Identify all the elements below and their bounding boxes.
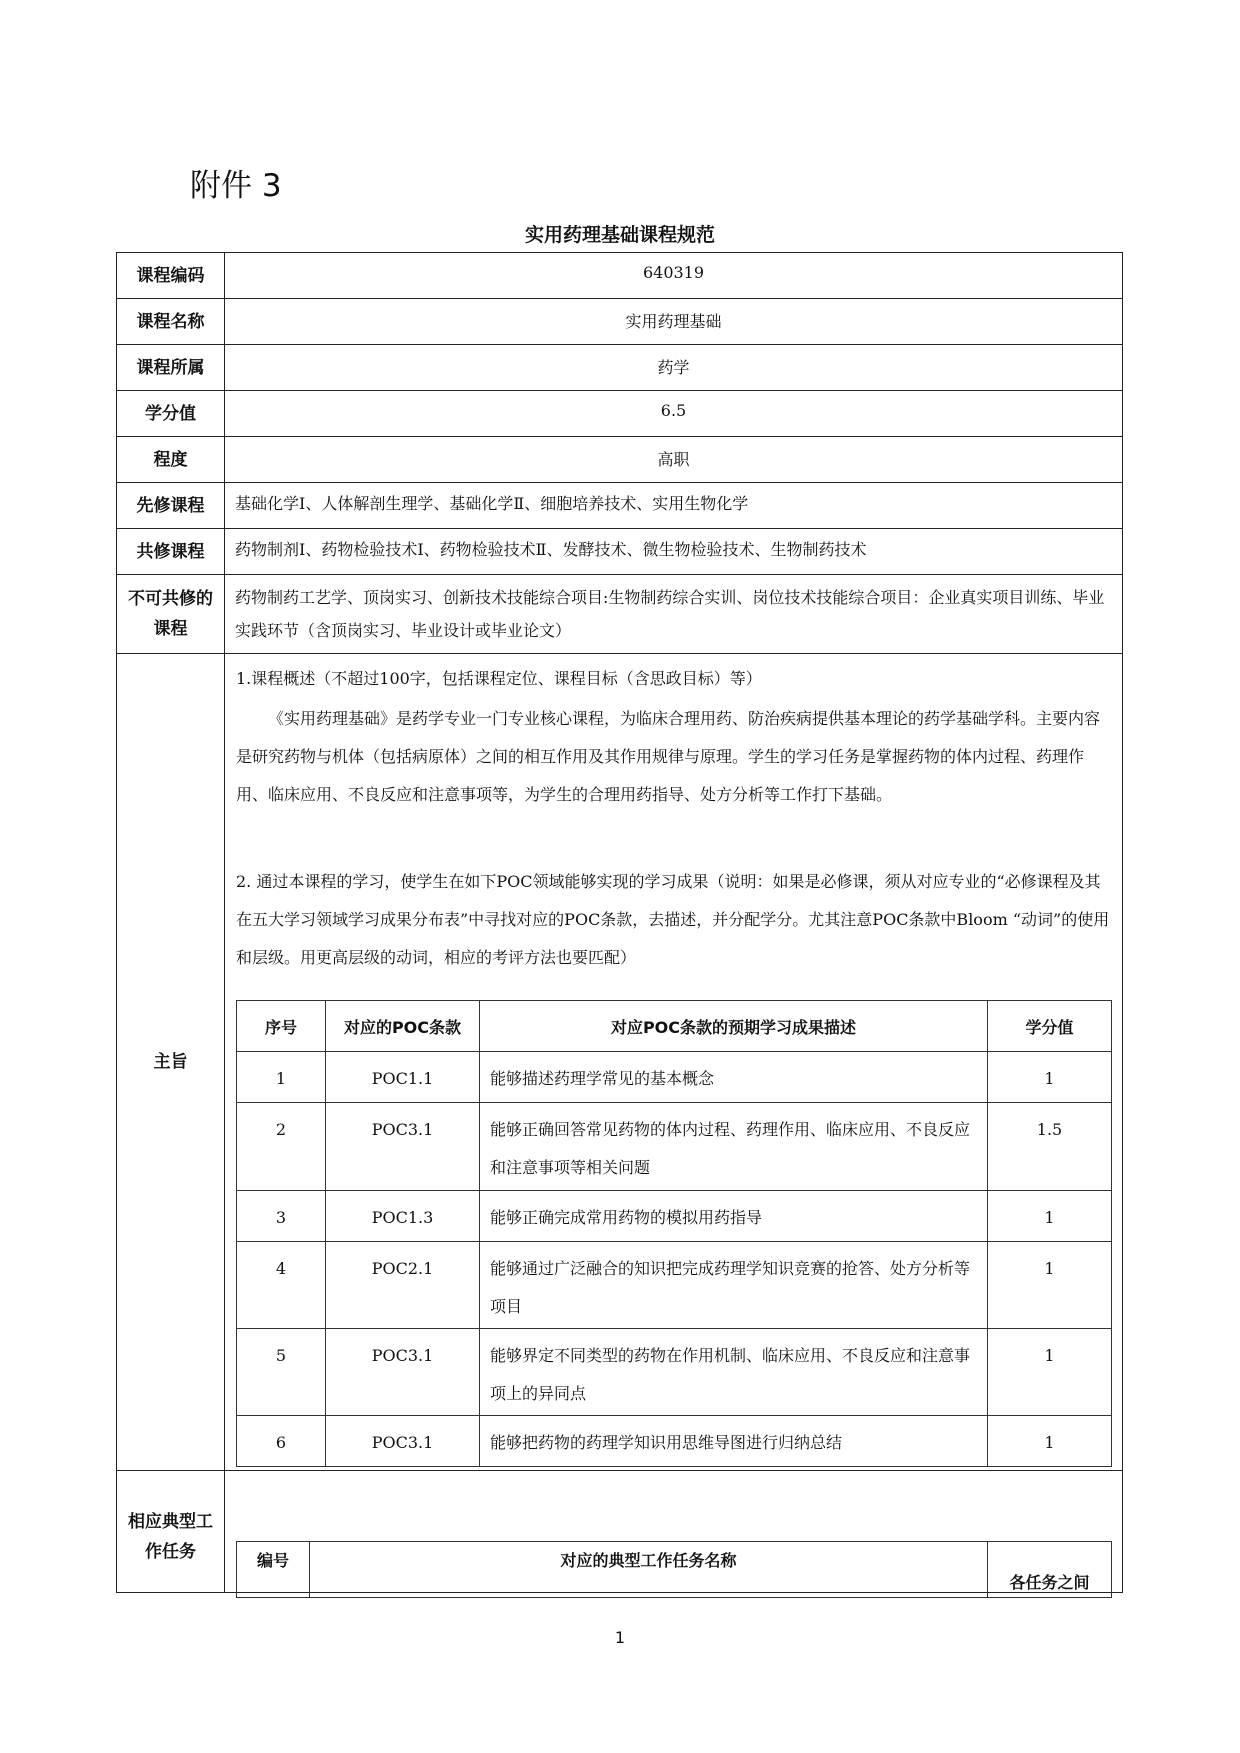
cell-desc: 能够通过广泛融合的知识把完成药理学知识竞赛的抢答、处方分析等项目 (480, 1242, 988, 1329)
header-credit: 学分值 (988, 1001, 1112, 1052)
cell-poc: POC2.1 (326, 1242, 480, 1329)
cell-no: 1 (237, 1052, 326, 1103)
value: 药学 (225, 345, 1123, 391)
label: 相应典型工作任务 (117, 1471, 225, 1593)
cell-poc: POC3.1 (326, 1416, 480, 1467)
page-number: 1 (614, 1628, 626, 1647)
row-credits (117, 391, 1123, 437)
tasks-table (236, 1541, 1112, 1598)
table-row (237, 1329, 1112, 1416)
cell-no: 2 (237, 1103, 326, 1191)
value: 640319 (225, 253, 1123, 299)
label: 程度 (117, 437, 225, 483)
cell-poc: POC1.3 (326, 1191, 480, 1242)
row-prerequisites (117, 483, 1123, 529)
document-title: 实用药理基础课程规范 (524, 224, 715, 246)
attachment-label: 附件 3 (190, 168, 282, 204)
header-desc: 对应POC条款的预期学习成果描述 (480, 1001, 988, 1052)
row-exclusive-courses (117, 575, 1123, 654)
table-row (237, 1191, 1112, 1242)
overview-heading: 1.课程概述（不超过100字，包括课程定位、课程目标（含思政目标）等） (236, 669, 762, 688)
label: 学分值 (117, 391, 225, 437)
cell-desc: 能够界定不同类型的药物在作用机制、临床应用、不良反应和注意事项上的异同点 (480, 1329, 988, 1416)
row-course-name (117, 299, 1123, 345)
table-row (237, 1416, 1112, 1467)
row-level (117, 437, 1123, 483)
row-course-code (117, 253, 1123, 299)
cell-desc: 能够正确完成常用药物的模拟用药指导 (480, 1191, 988, 1242)
outcomes-text: 2. 通过本课程的学习，使学生在如下POC领域能够实现的学习成果（说明：如果是必修课，须从对应专业的“必修课程及其在五大学习领域学习成果分布表”中寻找对应的POC条款，去描述，并分配学分。尤其注意POC条款中Bloom “动词”的使用和层级。用更高层级的动词，相应的考评方法也要匹配） (236, 872, 1110, 967)
value: 高职 (225, 437, 1123, 483)
label: 主旨 (117, 654, 225, 1471)
label: 共修课程 (117, 529, 225, 575)
header-poc: 对应的POC条款 (326, 1001, 480, 1052)
cell-credit: 1 (988, 1052, 1112, 1103)
tasks-table-header (237, 1542, 1112, 1598)
cell-desc: 能够把药物的药理学知识用思维导图进行归纳总结 (480, 1416, 988, 1467)
row-corequisites (117, 529, 1123, 575)
cell-credit: 1 (988, 1191, 1112, 1242)
label: 不可共修的课程 (117, 575, 225, 654)
cell-credit: 1 (988, 1329, 1112, 1416)
cell-credit: 1 (988, 1242, 1112, 1329)
row-course-dept (117, 345, 1123, 391)
cell-no: 6 (237, 1416, 326, 1467)
value: 药物制药工艺学、顶岗实习、创新技术技能综合项目:生物制药综合实训、岗位技术技能综合项目：企业真实项目训练、毕业实践环节（含顶岗实习、毕业设计或毕业论文） (225, 575, 1123, 654)
cell-poc: POC3.1 (326, 1103, 480, 1191)
cell-no: 4 (237, 1242, 326, 1329)
cell-no: 5 (237, 1329, 326, 1416)
label: 课程编码 (117, 253, 225, 299)
cell-desc: 能够正确回答常见药物的体内过程、药理作用、临床应用、不良反应和注意事项等相关问题 (480, 1103, 988, 1191)
poc-table (236, 1000, 1112, 1467)
cell-no: 3 (237, 1191, 326, 1242)
label: 课程名称 (117, 299, 225, 345)
header-task-relation: 各任务之间 (988, 1542, 1112, 1598)
table-row (237, 1103, 1112, 1191)
poc-table-header (237, 1001, 1112, 1052)
label: 课程所属 (117, 345, 225, 391)
cell-desc: 能够描述药理学常见的基本概念 (480, 1052, 988, 1103)
overview-text: 《实用药理基础》是药学专业一门专业核心课程，为临床合理用药、防治疾病提供基本理论的药学基础学科。主要内容是研究药物与机体（包括病原体）之间的相互作用及其作用规律与原理。学生的学习任务是掌握药物的体内过程、药理作用、临床应用、不良反应和注意事项等，为学生的合理用药指导、处方分析等工作打下基础。 (236, 709, 1101, 804)
label: 先修课程 (117, 483, 225, 529)
header-task-no: 编号 (237, 1542, 310, 1598)
header-task-name: 对应的典型工作任务名称 (310, 1542, 988, 1598)
cell-credit: 1 (988, 1416, 1112, 1467)
table-row (237, 1052, 1112, 1103)
value: 药物制剂Ⅰ、药物检验技术Ⅰ、药物检验技术Ⅱ、发酵技术、微生物检验技术、生物制药技术 (225, 529, 1123, 575)
value: 基础化学Ⅰ、人体解剖生理学、基础化学Ⅱ、细胞培养技术、实用生物化学 (225, 483, 1123, 529)
value: 实用药理基础 (225, 299, 1123, 345)
table-row (237, 1242, 1112, 1329)
cell-credit: 1.5 (988, 1103, 1112, 1191)
cell-poc: POC1.1 (326, 1052, 480, 1103)
header-no: 序号 (237, 1001, 326, 1052)
cell-poc: POC3.1 (326, 1329, 480, 1416)
value: 6.5 (225, 391, 1123, 437)
